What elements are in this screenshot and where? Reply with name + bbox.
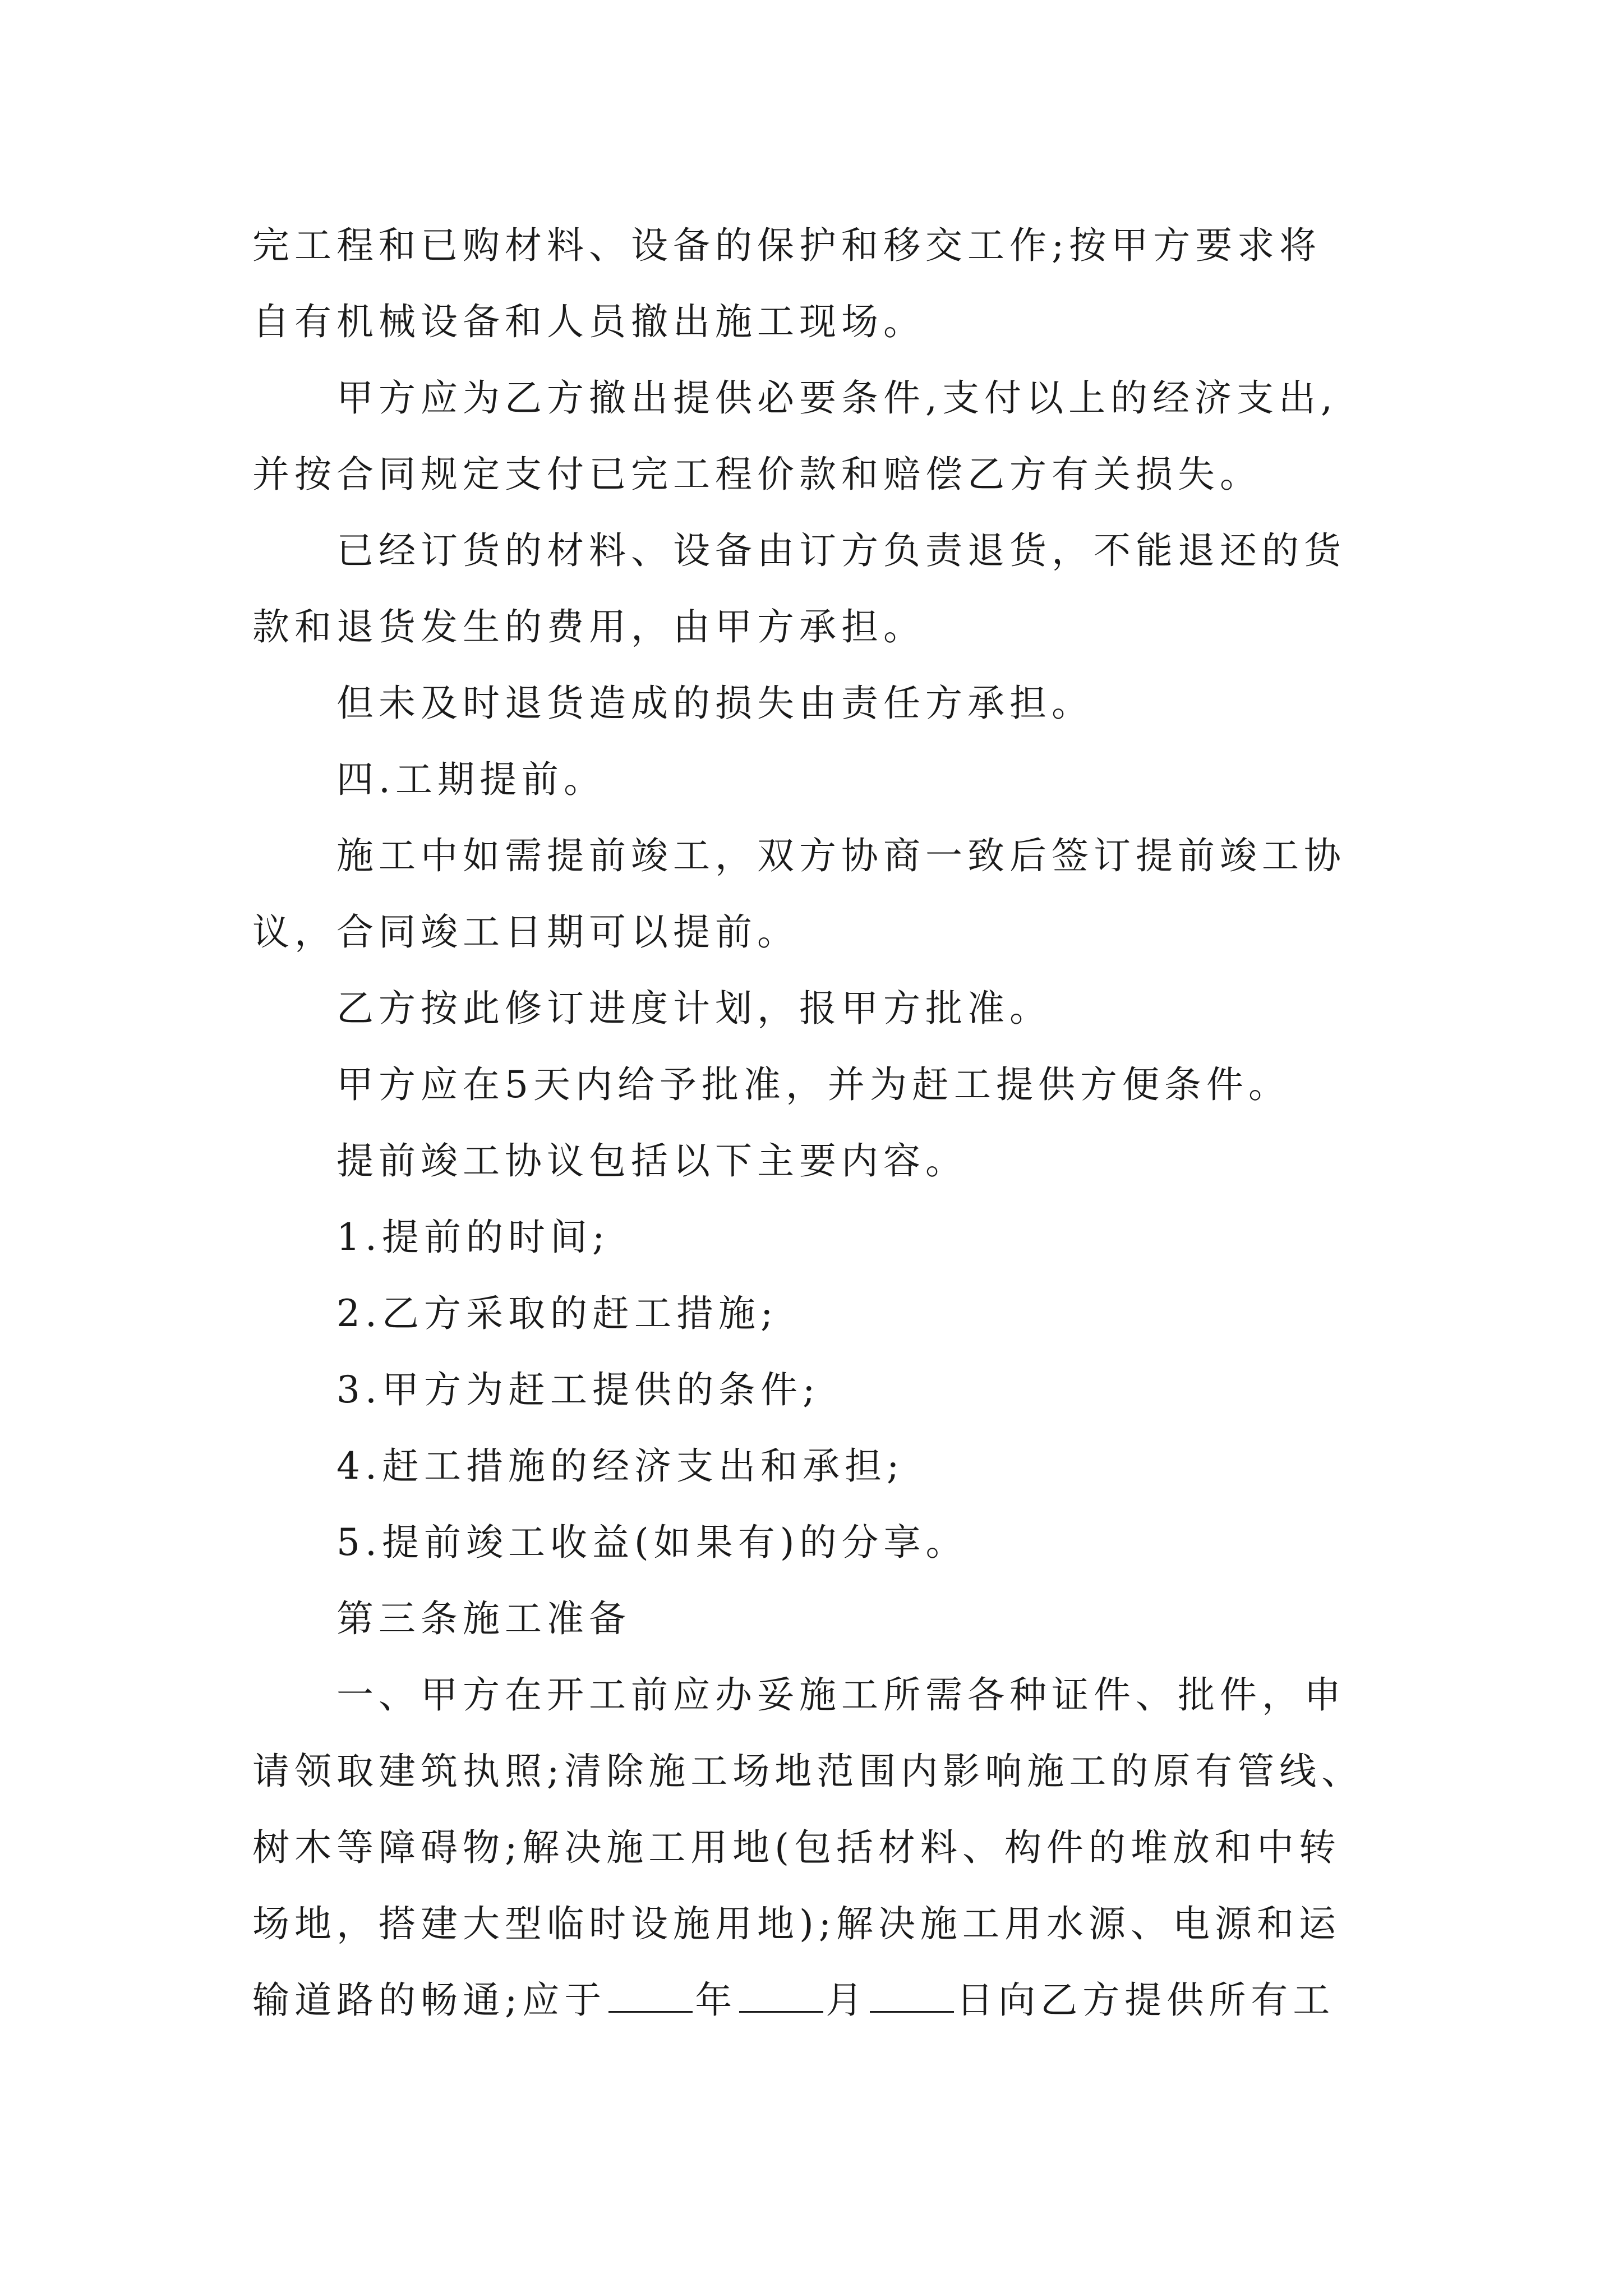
month-blank [739, 2009, 823, 2013]
section-heading: 四.工期提前。 [336, 758, 606, 801]
paragraph-start: 已经订货的材料、设备由订方负责退货，不能退还的货 [336, 529, 1346, 572]
text-line: 并按合同规定支付已完工程价款和赔偿乙方有关损失。 [252, 453, 1262, 496]
text-line-with-blanks [252, 1978, 1335, 2023]
list-item: 4.赶工措施的经济支出和承担; [336, 1444, 905, 1488]
date-prefix-text: 输道路的畅通;应于 [252, 1978, 607, 2022]
month-label: 月 [826, 1978, 868, 2022]
day-suffix-text: 日向乙方提供所有工 [956, 1978, 1335, 2022]
day-blank [870, 2009, 954, 2013]
paragraph-start: 甲方应为乙方撤出提供必要条件,支付以上的经济支出, [336, 376, 1338, 420]
paragraph-start: 一、甲方在开工前应办妥施工所需各种证件、批件，申 [336, 1673, 1346, 1717]
article-heading: 第三条施工准备 [336, 1597, 631, 1640]
paragraph-start: 甲方应在5天内给予批准，并为赶工提供方便条件。 [336, 1063, 1290, 1106]
text-line: 请领取建筑执照;清除施工场地范围内影响施工的原有管线、 [252, 1750, 1364, 1793]
paragraph-start: 提前竣工协议包括以下主要内容。 [336, 1139, 967, 1182]
list-item: 3.甲方为赶工提供的条件; [336, 1368, 820, 1411]
text-line: 完工程和已购材料、设备的保护和移交工作;按甲方要求将 [252, 224, 1322, 267]
paragraph-start: 施工中如需提前竣工，双方协商一致后签订提前竣工协 [336, 834, 1346, 877]
list-item: 5.提前竣工收益(如果有)的分享。 [336, 1521, 968, 1564]
paragraph-start: 但未及时退货造成的损失由责任方承担。 [336, 682, 1094, 725]
year-blank [608, 2009, 693, 2013]
paragraph-start: 乙方按此修订进度计划，报甲方批准。 [336, 987, 1052, 1030]
text-line: 自有机械设备和人员撤出施工现场。 [252, 300, 925, 343]
text-line: 树木等障碍物;解决施工用地(包括材料、构件的堆放和中转 [252, 1826, 1341, 1869]
text-line: 款和退货发生的费用，由甲方承担。 [252, 605, 925, 648]
list-item: 2.乙方采取的赶工措施; [336, 1292, 778, 1335]
text-line: 场地，搭建大型临时设施用地);解决施工用水源、电源和运 [252, 1902, 1341, 1945]
list-item: 1.提前的时间; [336, 1216, 610, 1259]
year-label: 年 [695, 1978, 737, 2022]
text-line: 议，合同竣工日期可以提前。 [252, 910, 799, 954]
